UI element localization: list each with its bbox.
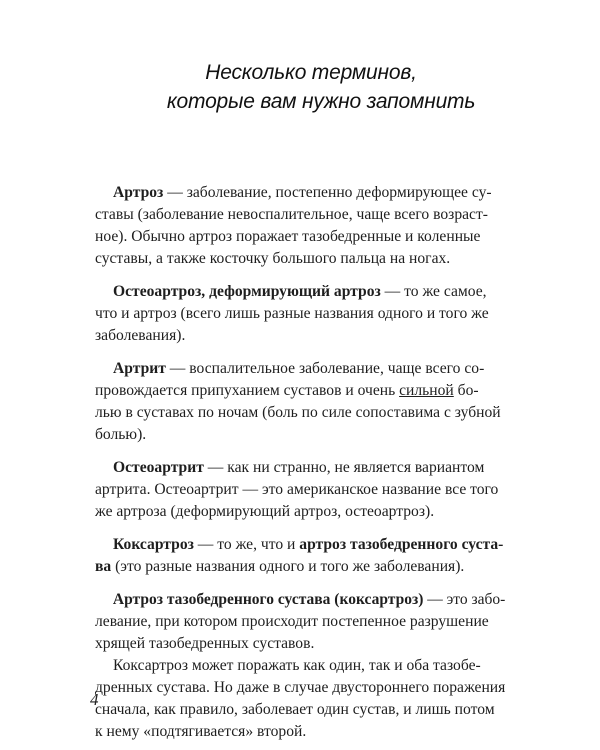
- paragraph-line: [95, 589, 506, 611]
- term-artroz-tazobedrennogo-sustava: Артроз тазобедренного сустава (коксартроз): [112, 591, 424, 608]
- definition-text: — как ни странно, не является вариантом: [203, 459, 485, 476]
- definition-text: — заболевание, постепенно деформирующее су-: [163, 184, 492, 201]
- paragraph-line: левание, при котором происходит постепенное разрушение: [95, 613, 489, 630]
- paragraph-artroz: [95, 182, 505, 270]
- paragraph-line: ставы (заболевание невоспалительное, чаще всего возраст-: [95, 206, 488, 223]
- paragraph-line: хрящей тазобедренных суставов.: [95, 635, 315, 652]
- paragraph-osteoartroz: [95, 281, 505, 347]
- paragraph-line: болью).: [95, 426, 147, 443]
- chapter-title-line-1: Несколько терминов,: [205, 61, 417, 84]
- body-text: [95, 182, 505, 743]
- definition-text: (это разные названия одного и того же заболевания).: [111, 558, 465, 575]
- definition-text: — это забо-: [423, 591, 506, 608]
- term-koksartroz: Коксартроз: [113, 536, 194, 553]
- term-osteoartrit: Остеоартрит: [113, 459, 204, 476]
- chapter-title-line-2: которые вам нужно запомнить: [166, 90, 476, 113]
- definition-text: — воспалительное заболевание, чаще всего со-: [165, 360, 485, 377]
- paragraph-line: Коксартроз может поражать как один, так и оба тазобе-: [113, 657, 481, 674]
- paragraph-line: ное). Обычно артроз поражает тазобедренные и коленные: [95, 228, 481, 245]
- paragraph-line: [95, 457, 505, 479]
- term-artrit: Артрит: [113, 360, 166, 377]
- definition-text: — то же самое,: [380, 283, 487, 300]
- term-artroz-tazobedrennogo-end: ва: [95, 558, 112, 575]
- paragraph-line: [95, 358, 505, 380]
- paragraph-line: сначала, как правило, заболевает один сустав, и лишь потом: [95, 701, 495, 718]
- paragraph-koksartroz-details: [95, 655, 505, 743]
- paragraph-line: [95, 182, 505, 204]
- paragraph-artrit: [95, 358, 505, 446]
- paragraph-artroz-tazobedrennogo: [95, 589, 505, 655]
- underlined-word: сильной: [399, 382, 454, 399]
- paragraph-line: [95, 380, 505, 402]
- paragraph-line: заболевания).: [95, 327, 186, 344]
- paragraph-line: суставы, а также косточку большого пальца на ногах.: [95, 250, 451, 267]
- paragraph-line: [95, 534, 505, 556]
- definition-text: провождается припуханием суставов и очень: [95, 382, 400, 399]
- chapter-title: [0, 58, 600, 116]
- term-artroz: Артроз: [113, 184, 164, 201]
- term-osteoartroz: Остеоартроз, деформирующий артроз: [113, 283, 381, 300]
- paragraph-line: же артроза (деформирующий артроз, остеоартроз).: [95, 503, 435, 520]
- term-artroz-tazobedrennogo: артроз тазобедренного суста-: [299, 536, 504, 553]
- paragraph-line: артрита. Остеоартрит — это американское название все того: [95, 481, 499, 498]
- paragraph-line: [95, 556, 505, 578]
- paragraph-line: [95, 281, 505, 303]
- paragraph-line: дренных сустава. Но даже в случае двустороннего поражения: [95, 679, 506, 696]
- paragraph-line: к нему «подтягивается» второй.: [95, 723, 307, 740]
- paragraph-osteoartrit: [95, 457, 505, 523]
- definition-text: бо-: [453, 382, 479, 399]
- definition-text: — то же, что и: [193, 536, 300, 553]
- paragraph-line: что и артроз (всего лишь разные названия одного и того же: [95, 305, 489, 322]
- paragraph-line: лью в суставах по ночам (боль по силе сопоставима с зубной: [95, 404, 501, 421]
- page-number: 4: [90, 690, 99, 709]
- paragraph-koksartroz: [95, 534, 505, 578]
